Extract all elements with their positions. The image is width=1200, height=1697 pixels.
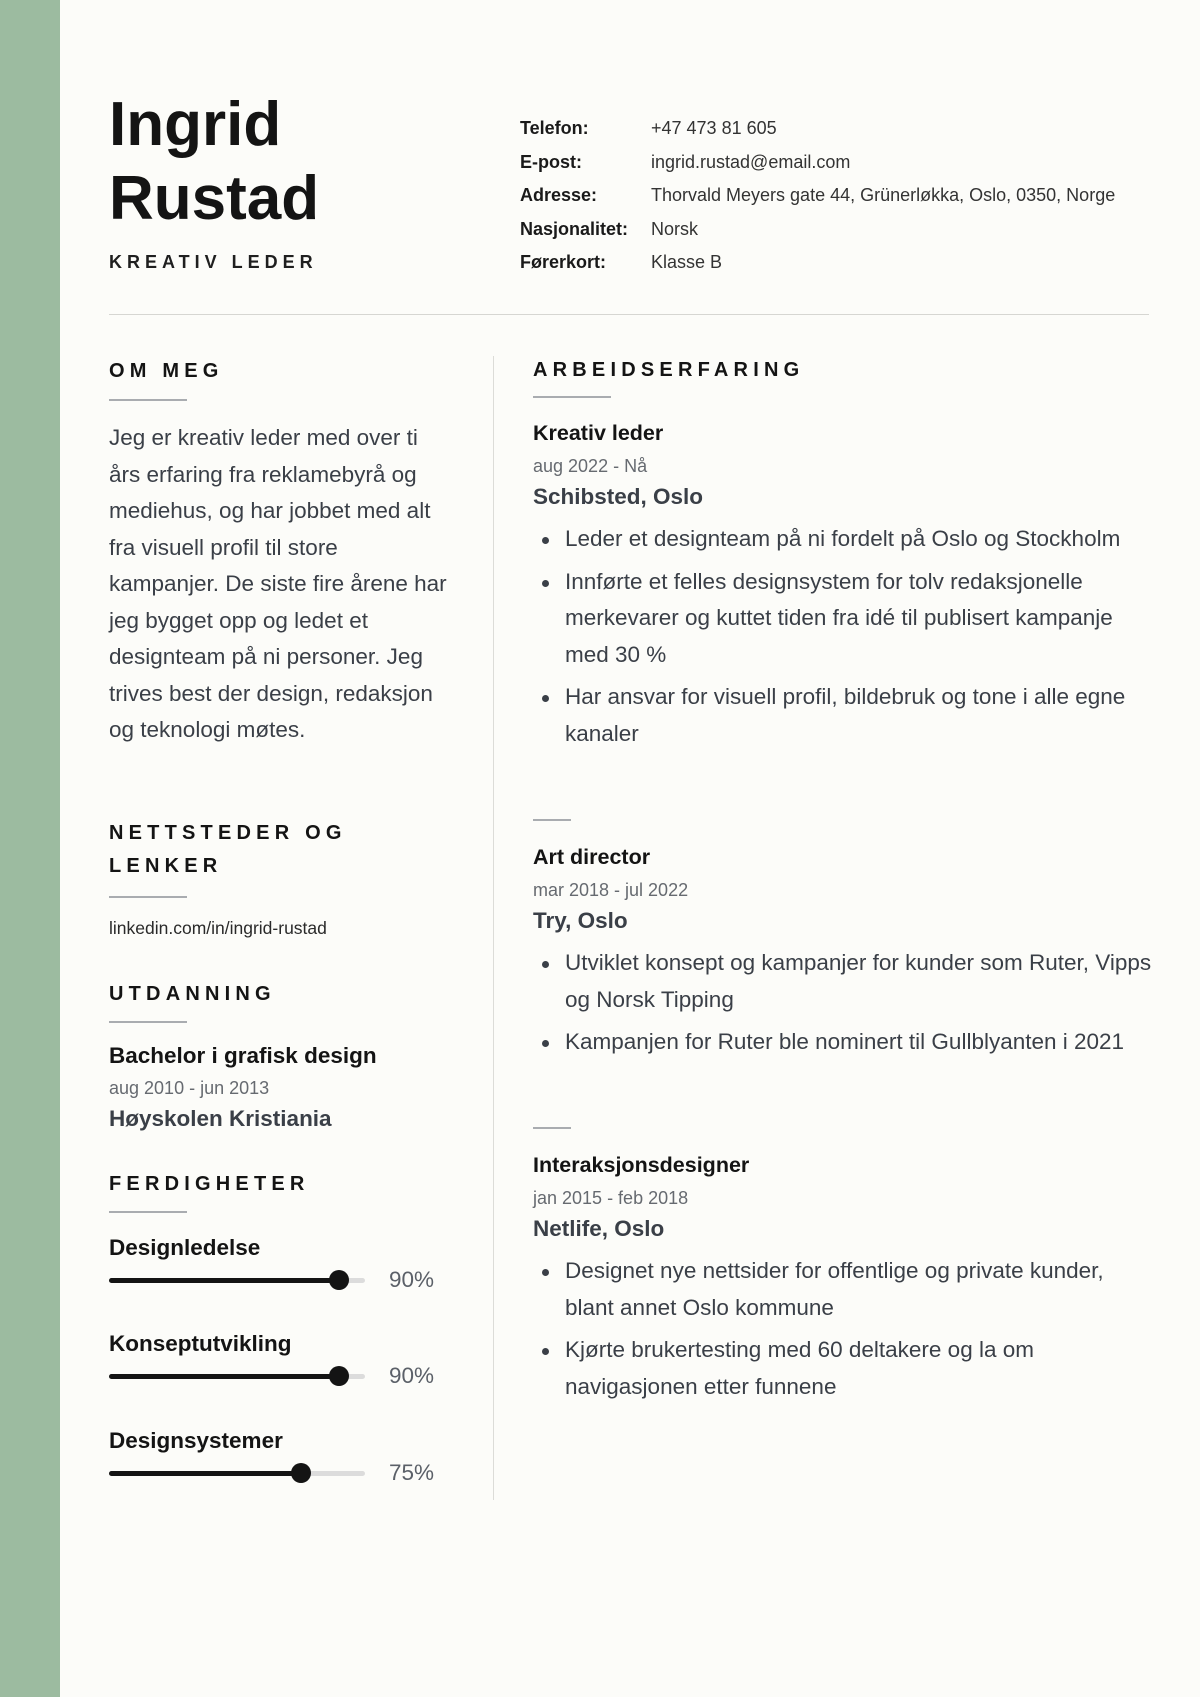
job-title: Art director	[533, 845, 651, 869]
job-bullets	[533, 1253, 1153, 1411]
contact-row-address	[520, 179, 1160, 213]
skills-heading: FERDIGHETER	[109, 1173, 310, 1195]
job-bullet: Utviklet konsept og kampanjer for kunder som Ruter, Vipps og Norsk Tipping	[533, 945, 1153, 1018]
job-dates: jan 2015 - feb 2018	[533, 1188, 689, 1208]
experience-heading-rule	[533, 396, 611, 398]
links-heading-line1: NETTSTEDER OG	[109, 822, 347, 844]
skill-bar-knob	[329, 1270, 349, 1290]
job-separator	[533, 1127, 571, 1129]
contact-row-phone	[520, 112, 1160, 146]
skill-percent: 75%	[388, 1460, 434, 1485]
education-heading: UTDANNING	[109, 983, 276, 1005]
contact-row-license	[520, 246, 1160, 280]
skill-item	[109, 1428, 434, 1518]
skill-name: Designledelse	[109, 1235, 261, 1260]
first-name: Ingrid	[109, 90, 282, 159]
job-title: Kreativ leder	[533, 421, 664, 445]
education-school: Høyskolen Kristiania	[109, 1106, 332, 1131]
contact-label: E-post:	[520, 151, 582, 172]
address-value: Thorvald Meyers gate 44, Grünerløkka, Oslo, 0350, Norge	[651, 185, 1116, 206]
job-dates: aug 2022 - Nå	[533, 456, 648, 476]
contact-row-nationality	[520, 213, 1160, 247]
skill-name: Konseptutvikling	[109, 1331, 292, 1356]
contact-label: Telefon:	[520, 118, 589, 139]
candidate-name	[109, 88, 319, 236]
job-bullet: Leder et designteam på ni fordelt på Oslo og Stockholm	[533, 521, 1153, 558]
skill-bar	[109, 1374, 365, 1379]
links-heading	[109, 817, 347, 883]
job-bullet: Har ansvar for visuell profil, bildebruk og tone i alle egne kanaler	[533, 679, 1153, 752]
job-company: Netlife, Oslo	[533, 1216, 665, 1241]
last-name: Rustad	[109, 164, 320, 233]
email-value: ingrid.rustad@email.com	[651, 151, 851, 172]
skill-item	[109, 1235, 434, 1325]
contact-label: Nasjonalitet:	[520, 218, 629, 239]
links-heading-line2: LENKER	[109, 855, 223, 877]
skill-bar-knob	[291, 1463, 311, 1483]
skill-percent: 90%	[388, 1267, 434, 1292]
skill-bar	[109, 1278, 365, 1283]
nationality-value: Norsk	[651, 218, 699, 239]
job-dates: mar 2018 - jul 2022	[533, 880, 689, 900]
about-text: Jeg er kreativ leder med over ti års erfaring fra reklamebyrå og mediehus, og har jobbet med alt fra visuell profil til store kampanjer. De siste fire årene har jeg bygget opp og ledet et designteam på ni personer. Jeg trives best der design, redaksjon og teknologi møtes.	[109, 425, 447, 742]
phone-value: +47 473 81 605	[651, 118, 777, 139]
about-heading: OM MEG	[109, 360, 224, 382]
skill-bar	[109, 1471, 365, 1476]
about-heading-rule	[109, 399, 187, 401]
education-degree: Bachelor i grafisk design	[109, 1043, 377, 1068]
skill-bar-fill	[109, 1374, 339, 1379]
job-title: Interaksjonsdesigner	[533, 1153, 750, 1177]
skill-item	[109, 1331, 434, 1421]
job-bullet: Designet nye nettsider for offentlige og private kunder, blant annet Oslo kommune	[533, 1253, 1153, 1326]
header-divider	[109, 314, 1149, 315]
job-bullets	[533, 521, 1153, 758]
contact-row-email	[520, 146, 1160, 180]
skill-bar-knob	[329, 1366, 349, 1386]
job-separator	[533, 819, 571, 821]
education-heading-rule	[109, 1021, 187, 1023]
linkedin-link[interactable]: linkedin.com/in/ingrid-rustad	[109, 918, 327, 938]
skills-heading-rule	[109, 1211, 187, 1213]
job-bullets	[533, 945, 1153, 1067]
license-value: Klasse B	[651, 252, 723, 273]
job-bullet: Innførte et felles designsystem for tolv redaksjonelle merkevarer og kuttet tiden fra idé til publisert kampanje med 30 %	[533, 564, 1153, 674]
accent-sidebar	[0, 0, 60, 1697]
experience-heading: ARBEIDSERFARING	[533, 359, 805, 381]
links-heading-rule	[109, 896, 187, 898]
skill-bar-fill	[109, 1278, 339, 1283]
skill-percent: 90%	[388, 1363, 434, 1388]
job-role: KREATIV LEDER	[109, 252, 318, 272]
column-divider	[493, 356, 494, 1500]
contact-details	[520, 112, 1160, 280]
contact-label: Førerkort:	[520, 252, 607, 273]
job-company: Try, Oslo	[533, 908, 628, 933]
skill-bar-fill	[109, 1471, 301, 1476]
contact-label: Adresse:	[520, 185, 598, 206]
job-bullet: Kampanjen for Ruter ble nominert til Gullblyanten i 2021	[533, 1024, 1153, 1061]
job-company: Schibsted, Oslo	[533, 484, 704, 509]
skill-name: Designsystemer	[109, 1428, 283, 1453]
job-bullet: Kjørte brukertesting med 60 deltakere og la om navigasjonen etter funnene	[533, 1332, 1153, 1405]
education-dates: aug 2010 - jun 2013	[109, 1078, 270, 1098]
